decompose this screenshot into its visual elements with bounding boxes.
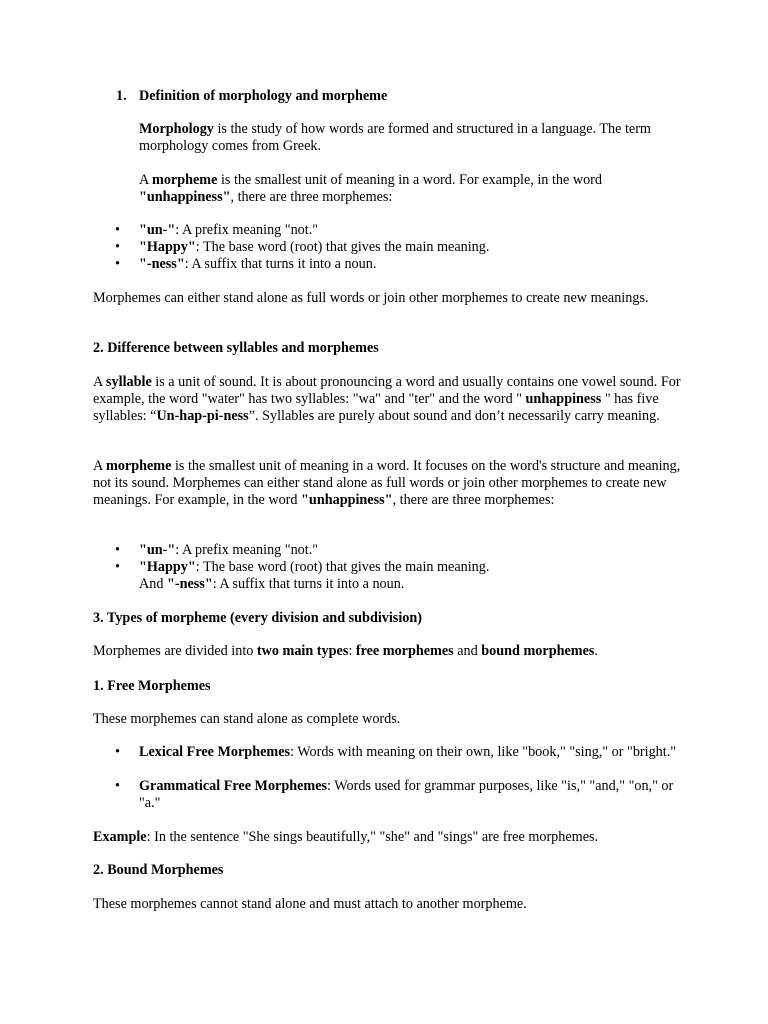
list-item: "-ness": A suffix that turns it into a noun. (139, 256, 377, 272)
morpheme-summary: Morphemes can either stand alone as full words or join other morphemes to create new meanings. (93, 290, 649, 306)
section-2-heading: 2. Difference between syllables and morphemes (93, 340, 379, 356)
bullet-glyph: • (115, 239, 120, 255)
bullet-glyph: • (115, 542, 120, 558)
bullet-glyph: • (115, 559, 120, 575)
bound-morphemes-heading: 2. Bound Morphemes (93, 862, 224, 878)
free-morphemes-description: These morphemes can stand alone as complete words. (93, 711, 401, 727)
section-1-number: 1. (116, 88, 127, 104)
morphology-definition: Morphology is the study of how words are formed and structured in a language. The term morphology comes from Greek. (139, 121, 651, 154)
bullet-glyph: • (115, 778, 120, 794)
morpheme-meaning-paragraph: A morpheme is the smallest unit of meaning in a word. It focuses on the word's structure and meaning, not its sound. Morphemes can either stand alone as full words or join other morphemes to create new meanings. For example, in the word "unhappiness", there are three morphemes: (93, 458, 681, 508)
free-morpheme-example: Example: In the sentence "She sings beautifully," "she" and "sings" are free morphemes. (93, 829, 599, 845)
list-item: Grammatical Free Morphemes: Words used for grammar purposes, like "is," "and," "on," or "a." (139, 778, 674, 811)
free-morphemes-heading: 1. Free Morphemes (93, 678, 211, 694)
bullet-glyph: • (115, 744, 120, 760)
list-item: "Happy": The base word (root) that gives the main meaning. (139, 559, 490, 575)
section-3-heading: 3. Types of morpheme (every division and subdivision) (93, 610, 422, 626)
list-item: "Happy": The base word (root) that gives the main meaning. (139, 239, 490, 255)
syllable-definition: A syllable is a unit of sound. It is about pronouncing a word and usually contains one vowel sound. For example, the word "water" has two syllables: "wa" and "ter" and the word " unhappiness " has five syllables: “Un-hap-pi-ness”. Syllables are purely about sound and don’t necessarily carry meaning. (93, 374, 681, 424)
bullet-glyph: • (115, 256, 120, 272)
bound-morphemes-description: These morphemes cannot stand alone and must attach to another morpheme. (93, 896, 527, 912)
bullet-glyph: • (115, 222, 120, 238)
list-item: "un-": A prefix meaning "not." (139, 542, 319, 558)
list-item-continuation: And "-ness": A suffix that turns it into a noun. (139, 576, 405, 592)
list-item: Lexical Free Morphemes: Words with meaning on their own, like "book," "sing," or "bright." (139, 744, 677, 760)
list-item: "un-": A prefix meaning "not." (139, 222, 319, 238)
morpheme-definition: A morpheme is the smallest unit of meaning in a word. For example, in the word "unhappiness", there are three morphemes: (139, 172, 602, 205)
section-1-heading: Definition of morphology and morpheme (139, 88, 388, 104)
types-intro: Morphemes are divided into two main types: free morphemes and bound morphemes. (93, 643, 598, 659)
